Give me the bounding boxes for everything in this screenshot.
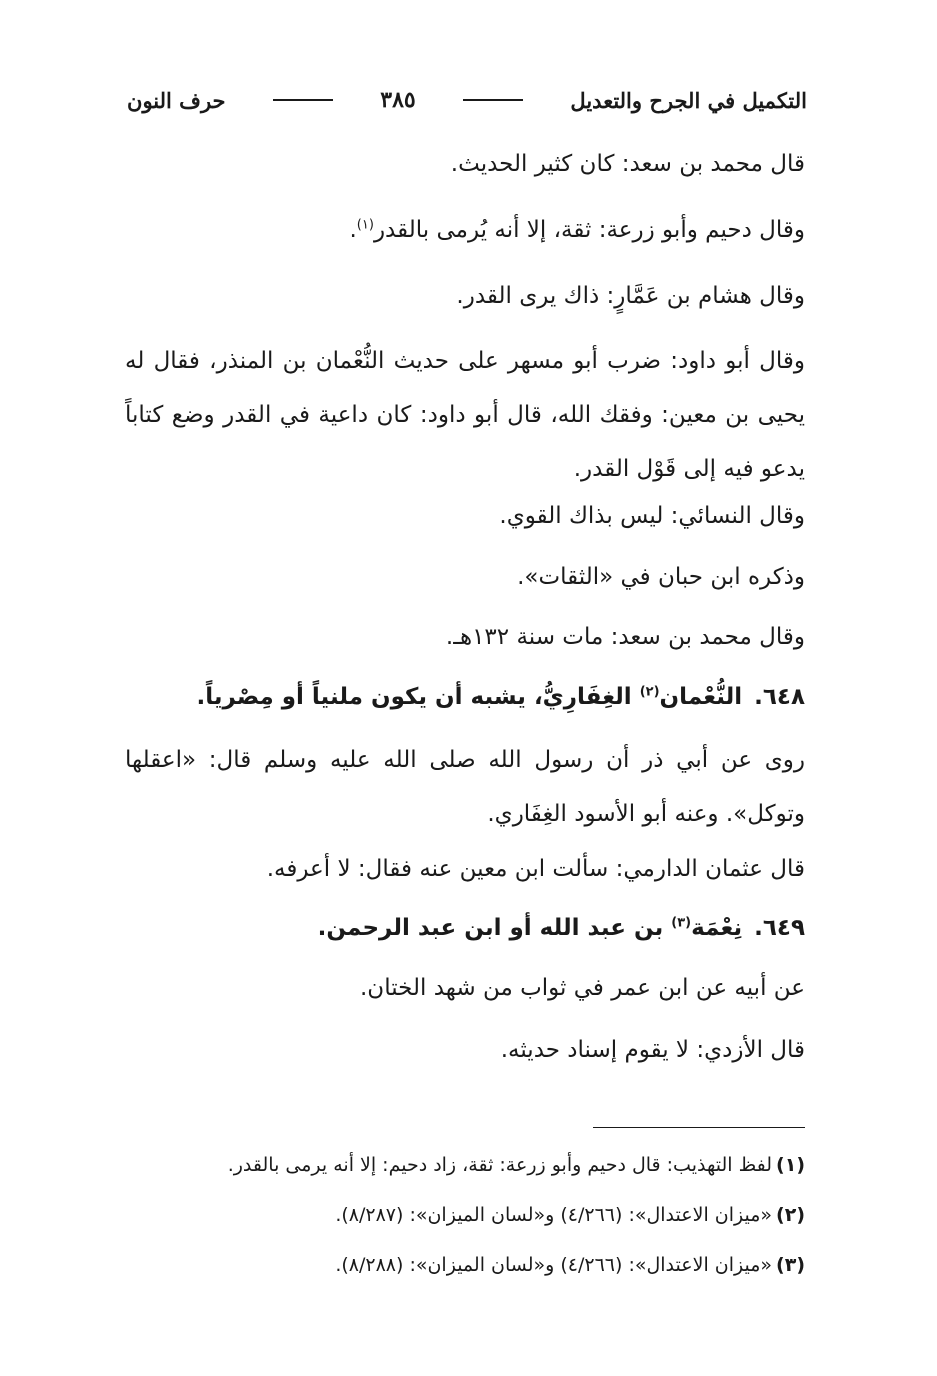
entry-name: نِعْمَة xyxy=(691,915,743,941)
footnote-number: (٣) xyxy=(776,1254,805,1276)
footnote-number: (٢) xyxy=(776,1204,805,1226)
footnote-marker: (٢) xyxy=(639,684,660,700)
text-line-end: . xyxy=(349,217,357,243)
footnote-text: لفظ التهذيب: قال دحيم وأبو زرعة: ثقة، زاد دحيم: إلا أنه يرمى بالقدر. xyxy=(227,1154,773,1176)
footnote xyxy=(228,1150,805,1180)
page-number: ٣٨٥ xyxy=(380,87,416,113)
text-line: وقال النسائي: ليس بذاك القوي. xyxy=(499,503,805,529)
section-title: حرف النون xyxy=(127,87,226,113)
header-dash xyxy=(273,99,333,101)
footnote-text: «ميزان الاعتدال»: (٤/٢٦٦) و«لسان الميزان»: (٨/٢٨٧). xyxy=(335,1204,773,1226)
text-line: قال الأزدي: لا يقوم إسناد حديثه. xyxy=(500,1037,805,1063)
header-dash xyxy=(463,99,523,101)
entry-number: ٦٤٨. xyxy=(754,684,805,710)
text-line-content: وقال دحيم وأبو زرعة: ثقة، إلا أنه يُرمى بالقدر xyxy=(373,217,805,243)
running-head xyxy=(127,80,807,120)
entry-number: ٦٤٩. xyxy=(754,915,805,941)
entry-description: الغِفَارِيُّ، يشبه أن يكون ملنياً أو مِصْرياً. xyxy=(196,684,640,710)
paragraph-entry-648: روى عن أبي ذر أن رسول الله صلى الله عليه وسلم قال: «اعقلها وتوكل». وعنه أبو الأسود الغِفَاري. xyxy=(125,747,805,827)
text-line: عن أبيه عن ابن عمر في ثواب من شهد الختان. xyxy=(360,975,805,1001)
footnote-marker: (٣) xyxy=(671,915,692,931)
text-line: وذكره ابن حبان في «الثقات». xyxy=(517,564,805,590)
entry-description: بن عبد الله أو ابن عبد الرحمن. xyxy=(317,915,672,941)
text-line: وقال محمد بن سعد: مات سنة ١٣٢هـ. xyxy=(445,624,805,650)
text-line: قال محمد بن سعد: كان كثير الحديث. xyxy=(450,151,805,177)
footnote xyxy=(335,1200,805,1230)
footnote xyxy=(335,1250,805,1280)
paragraph-abu-dawud: وقال أبو داود: ضرب أبو مسهر على حديث النُّعْمان بن المنذر، فقال له يحيى بن معين: وفقك الله، قال أبو داود: كان داعية في القدر وضع كتاباً يدعو فيه إلى قَوْل القدر. xyxy=(125,348,805,482)
entry-heading-648 xyxy=(197,680,806,714)
book-title: التكميل في الجرح والتعديل xyxy=(570,87,807,113)
text-line: قال عثمان الدارمي: سألت ابن معين عنه فقال: لا أعرفه. xyxy=(266,856,805,882)
footnote-marker: (١) xyxy=(356,217,374,233)
footnote-number: (١) xyxy=(776,1154,805,1176)
text-line xyxy=(349,213,805,247)
entry-heading-649 xyxy=(318,911,805,945)
footnote-text: «ميزان الاعتدال»: (٤/٢٦٦) و«لسان الميزان»: (٨/٢٨٨). xyxy=(335,1254,773,1276)
footnote-separator xyxy=(593,1127,805,1128)
entry-name: النُّعْمان xyxy=(659,684,743,710)
text-line: وقال هشام بن عَمَّارٍ: ذاك يرى القدر. xyxy=(456,283,805,309)
